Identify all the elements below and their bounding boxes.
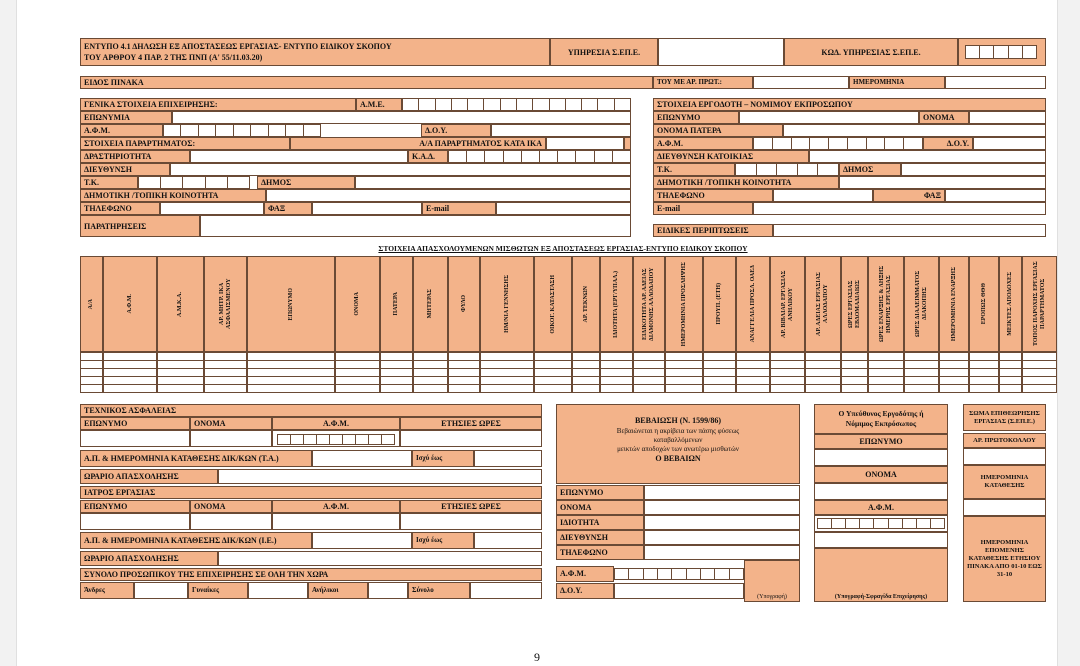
employees-col-header xyxy=(665,256,703,352)
employer-municipality-field[interactable] xyxy=(901,163,1046,176)
certification-text-3: μεικτών αποδοχών των ανωτέρω μισθωτών xyxy=(617,445,739,453)
employees-table-cell[interactable] xyxy=(770,384,805,393)
employees-col-header-label: ΗΜΕΡΟΜΗΝΙΑ ΠΡΟΣΛΗΨΗΣ xyxy=(680,261,687,347)
filing-ie-label: Α.Π. & ΗΜΕΡΟΜΗΝΙΑ ΚΑΤΑΘΕΣΗΣ ΔΙΚ/ΚΩΝ (Ι.Ε.) xyxy=(80,532,312,549)
employees-table-cell[interactable] xyxy=(534,384,572,393)
employees-col-header-label: ΕΡΟΠΩΣ ΘΘΘ xyxy=(980,283,987,325)
schedule-ta-field[interactable] xyxy=(218,469,542,484)
service-code-container xyxy=(958,38,1046,66)
business-afm-label: Α.Φ.Μ. xyxy=(80,124,163,137)
stamp-protocol-field[interactable] xyxy=(963,448,1046,465)
cert-doy-field[interactable] xyxy=(614,583,744,599)
resp-afm-boxes[interactable] xyxy=(817,518,945,529)
employer-fax-label: ΦΑΞ xyxy=(873,189,945,202)
valid-until-ie-field[interactable] xyxy=(474,532,542,549)
employees-col-header xyxy=(413,256,448,352)
employees-col-header-label: ΩΡΕΣ ΕΡΓΑΣΙΑΣ ΕΒΔΟΜΑΔΙΑΙΩΣ xyxy=(847,280,861,328)
employees-col-header xyxy=(534,256,572,352)
valid-until-ta-field[interactable] xyxy=(474,450,542,467)
doc-surname-field[interactable] xyxy=(80,513,190,530)
ame-boxes[interactable] xyxy=(402,98,631,111)
employer-home-address-label: ΔΙΕΥΘΥΝΣΗ ΚΑΤΟΙΚΙΑΣ xyxy=(653,150,809,163)
form-page xyxy=(16,0,1058,666)
business-tk-boxes[interactable] xyxy=(138,176,250,189)
protocol-label: ΤΟΥ ΜΕ ΑΡ. ΠΡΩΤ.: xyxy=(653,76,753,89)
employees-table-cell[interactable] xyxy=(335,384,380,393)
business-name-field[interactable] xyxy=(172,111,631,124)
employer-fax-field[interactable] xyxy=(945,189,1046,202)
employees-col-header xyxy=(939,256,969,352)
cert-afm-boxes[interactable] xyxy=(614,568,744,580)
technician-label: ΤΕΧΝΙΚΟΣ ΑΣΦΑΛΕΙΑΣ xyxy=(80,404,542,417)
protocol-field[interactable] xyxy=(753,76,849,89)
business-address-label: ΔΙΕΥΘΥΝΣΗ xyxy=(80,163,170,176)
employees-table-cell[interactable] xyxy=(805,384,841,393)
employees-col-header xyxy=(380,256,413,352)
business-fax-label: ΦΑΞ xyxy=(264,202,312,215)
certification-text-2: καταβαλλόμενων xyxy=(653,436,703,444)
cert-address-field[interactable] xyxy=(644,530,800,545)
doc-firstname-field[interactable] xyxy=(190,513,272,530)
employees-col-header xyxy=(80,256,103,352)
employer-afm-boxes[interactable] xyxy=(753,137,923,150)
resp-surname-field[interactable] xyxy=(814,449,948,466)
resp-firstname-label: ΟΝΟΜΑ xyxy=(814,466,948,483)
service-code-label: ΚΩΔ. ΥΠΗΡΕΣΙΑΣ Σ.ΕΠ.Ε. xyxy=(784,38,958,66)
employees-col-header-label: ΑΡ. ΑΔΕΙΑΣ ΕΡΓΑΣΙΑΣ ΑΛΛΟΔΑΠΟΥ xyxy=(816,272,829,336)
employer-title: ΣΤΟΙΧΕΙΑ ΕΡΓΟΔΟΤΗ – ΝΟΜΙΜΟΥ ΕΚΠΡΟΣΩΠΟΥ xyxy=(653,98,1046,111)
doc-annual-hours-field[interactable] xyxy=(400,513,542,530)
responsible-title-box xyxy=(814,404,948,434)
remarks-field[interactable] xyxy=(200,215,631,237)
business-municipality-label: ΔΗΜΟΣ xyxy=(257,176,355,189)
business-doy-field[interactable] xyxy=(491,124,631,137)
valid-until-ie-label: Ισχύ έως xyxy=(412,532,474,549)
cert-afm-label: Α.Φ.Μ. xyxy=(556,566,614,582)
employees-col-header-label: ΩΡΕΣ ΕΝΑΡΞΗΣ & ΛΗΞΗΣ ΗΜΕΡΗΣ ΕΡΓΑΣΙΑΣ xyxy=(879,265,892,343)
employees-table-cell[interactable] xyxy=(633,384,665,393)
certification-title: ΒΕΒΑΙΩΣΗ (Ν. 1599/86) xyxy=(634,416,722,425)
employees-col-header-label: ΗΜΕΡΟΜΗΝΙΑ ΕΝΑΡΞΗΣ xyxy=(950,266,957,342)
business-phone-label: ΤΗΛΕΦΩΝΟ xyxy=(80,202,160,215)
tech-surname-field[interactable] xyxy=(80,430,190,447)
employees-col-header-label: Α.Μ.Κ.Α. xyxy=(177,291,183,317)
filing-ta-label: Α.Π. & ΗΜΕΡΟΜΗΝΙΑ ΚΑΤΑΘΕΣΗΣ ΔΙΚ/ΚΩΝ (Τ.Α.) xyxy=(80,450,312,467)
business-community-field[interactable] xyxy=(266,189,631,202)
employees-col-header xyxy=(703,256,736,352)
total-label: Σύνολο xyxy=(408,582,470,599)
employees-col-header xyxy=(1022,256,1057,352)
header-date-field[interactable] xyxy=(945,76,1046,89)
employer-firstname-field[interactable] xyxy=(969,111,1046,124)
employees-col-header-label: ΠΡΟΥΠ. (ΕΤΗ) xyxy=(716,283,722,325)
employees-table-cell[interactable] xyxy=(572,384,600,393)
resp-signature-spacer xyxy=(814,532,948,548)
employees-table-cell[interactable] xyxy=(969,384,999,393)
business-email-label: E-mail xyxy=(422,202,496,215)
business-doy-label: Δ.Ο.Υ. xyxy=(421,124,491,137)
total-staff-label: ΣΥΝΟΛΟ ΠΡΟΣΩΠΙΚΟΥ ΤΗΣ ΕΠΙΧΕΙΡΗΣΗΣ ΣΕ ΟΛΗ ΤΗΝ ΧΩΡΑ xyxy=(80,568,542,581)
branch-label: ΣΤΟΙΧΕΙΑ ΠΑΡΑΡΤΗΜΑΤΟΣ: xyxy=(80,137,290,150)
valid-until-ta-label: Ισχύ έως xyxy=(412,450,474,467)
resp-surname-label: ΕΠΩΝΥΜΟ xyxy=(814,434,948,449)
tech-annual-hours-label: ΕΤΗΣΙΕΣ ΩΡΕΣ xyxy=(400,417,542,430)
employees-table-cell[interactable] xyxy=(999,384,1022,393)
employees-table-cell[interactable] xyxy=(204,384,247,393)
tech-surname-label: ΕΠΩΝΥΜΟ xyxy=(80,417,190,430)
business-address-field[interactable] xyxy=(170,163,631,176)
resp-afm-label: Α.Φ.Μ. xyxy=(814,500,948,515)
employees-col-header xyxy=(999,256,1022,352)
employees-table-cell[interactable] xyxy=(380,384,413,393)
schedule-ie-label: ΩΡΑΡΙΟ ΑΠΑΣΧΟΛΗΣΗΣ xyxy=(80,551,218,566)
employees-table-cell[interactable] xyxy=(736,384,770,393)
certification-text-1: Βεβαιώνεται η ακρίβεια των πάσης φύσεως xyxy=(616,427,740,435)
employees-col-header-label: ΜΕΙΚΤΕΣ ΑΠΟΔΟΧΕΣ xyxy=(1007,272,1013,336)
stamp-filing-date-field[interactable] xyxy=(963,499,1046,516)
cert-surname-label: ΕΠΩΝΥΜΟ xyxy=(556,485,644,500)
employer-afm-label: Α.Φ.Μ. xyxy=(653,137,753,150)
resp-signature-label: (Υπογραφή-Σφραγίδα Επιχείρησης) xyxy=(834,594,928,600)
employer-tk-boxes[interactable] xyxy=(735,163,839,176)
business-afm-boxes[interactable] xyxy=(163,124,321,137)
employees-col-header xyxy=(600,256,633,352)
employees-title: ΣΤΟΙΧΕΙΑ ΑΠΑΣΧΟΛΟΥΜΕΝΩΝ ΜΙΣΘΩΤΩΝ ΕΞ ΑΠΟΣΤΑΣΕΩΣ ΕΡΓΑΣΙΑΣ-ΕΝΤΥΠΟ ΕΙΔΙΚΟΥ ΣΚΟΠΟΥ xyxy=(378,244,748,253)
tech-annual-hours-field[interactable] xyxy=(400,430,542,447)
stamp-filing-date-label: ΗΜΕΡΟΜΗΝΙΑ ΚΑΤΑΘΕΣΗΣ xyxy=(963,465,1046,499)
employees-col-header-label: ΜΗΤΕΡΑΣ xyxy=(427,289,433,319)
employer-doy-label: Δ.Ο.Υ. xyxy=(923,137,973,150)
doc-afm-field[interactable] xyxy=(272,513,400,530)
activity-field[interactable] xyxy=(190,150,408,163)
schedule-ta-label: ΩΡΑΡΙΟ ΑΠΑΣΧΟΛΗΣΗΣ xyxy=(80,469,218,484)
employer-doy-field[interactable] xyxy=(973,137,1046,150)
ame-label: Α.Μ.Ε. xyxy=(356,98,402,111)
remarks-label: ΠΑΡΑΤΗΡΗΣΕΙΣ xyxy=(80,215,200,237)
employees-col-header-label: ΟΝΟΜΑ xyxy=(354,292,360,316)
employer-municipality-label: ΔΗΜΟΣ xyxy=(839,163,901,176)
employees-col-header xyxy=(904,256,939,352)
employer-phone-field[interactable] xyxy=(773,189,873,202)
employer-surname-field[interactable] xyxy=(739,111,919,124)
employees-col-header-label: Α.Φ.Μ. xyxy=(126,294,133,314)
business-general-label: ΓΕΝΙΚΑ ΣΤΟΙΧΕΙΑ ΕΠΙΧΕΙΡΗΣΗΣ: xyxy=(80,98,356,111)
employees-table-cell[interactable] xyxy=(600,384,633,393)
employees-col-header xyxy=(868,256,904,352)
business-phone-field[interactable] xyxy=(160,202,264,215)
doc-annual-hours-label: ΕΤΗΣΙΕΣ ΩΡΕΣ xyxy=(400,500,542,513)
activity-label: ΔΡΑΣΤΗΡΙΟΤΗΤΑ xyxy=(80,150,190,163)
service-field[interactable] xyxy=(658,38,784,66)
employees-col-header xyxy=(448,256,480,352)
employees-table-cell[interactable] xyxy=(80,384,103,393)
employees-col-header-label: ΑΡ. ΒΙΒΛΙΑΡ. ΕΡΓΑΣΙΑΣ ΑΝΗΛΙΚΟΥ xyxy=(780,270,794,338)
employees-col-header xyxy=(247,256,335,352)
filing-ta-field[interactable] xyxy=(312,450,412,467)
cert-capacity-label: ΙΔΙΟΤΗΤΑ xyxy=(556,515,644,530)
employer-tk-label: Τ.Κ. xyxy=(653,163,735,176)
branch-no-field[interactable] xyxy=(546,137,624,150)
stamp-protocol-label: ΑΡ. ΠΡΩΤΟΚΟΛΛΟΥ xyxy=(963,433,1046,448)
employees-col-header xyxy=(736,256,770,352)
employees-col-header-label: ΑΝΑΓΓΕΛΙΑ ΠΡΟΣΛ. ΟΑΕΔ xyxy=(749,265,756,343)
business-municipality-field[interactable] xyxy=(355,176,631,189)
cert-doy-label: Δ.Ο.Υ. xyxy=(556,583,614,599)
employees-table-cell[interactable] xyxy=(703,384,736,393)
employees-col-header xyxy=(770,256,805,352)
employees-col-header-label: ΤΟΠΟΣ ΠΑΡΟΧΗΣ ΕΡΓΑΣΙΑΣ ΠΑΡΑΡΤΗΜΑΤΟΣ xyxy=(1032,261,1046,347)
cert-signature-label: (Υπογραφή) xyxy=(757,594,787,600)
employees-col-header xyxy=(805,256,841,352)
business-community-label: ΔΗΜΟΤΙΚΗ /ΤΟΠΙΚΗ ΚΟΙΝΟΤΗΤΑ xyxy=(80,189,266,202)
cert-firstname-label: ΟΝΟΜΑ xyxy=(556,500,644,515)
employees-table-cell[interactable] xyxy=(247,384,335,393)
cert-signature-box[interactable] xyxy=(744,560,800,602)
table-type-label: ΕΙΔΟΣ ΠΙΝΑΚΑ xyxy=(80,76,653,89)
responsible-title-2: Νόμιμος Εκπρόσωπος xyxy=(845,419,917,428)
employees-col-header xyxy=(335,256,380,352)
certifier-label: Ο ΒΕΒΑΙΩΝ xyxy=(655,454,701,463)
employees-col-header-label: ΟΙΚΟΓ. ΚΑΤΑΣΤΑΣΗ xyxy=(549,274,556,334)
doctor-label: ΙΑΤΡΟΣ ΕΡΓΑΣΙΑΣ xyxy=(80,486,542,499)
form-title xyxy=(80,38,550,66)
total-field[interactable] xyxy=(470,582,542,599)
cert-address-label: ΔΙΕΥΘΥΝΣΗ xyxy=(556,530,644,545)
women-field[interactable] xyxy=(248,582,308,599)
form-title-line2: ΤΟΥ ΑΡΘΡΟΥ 4 ΠΑΡ. 2 ΤΗΣ ΠΝΠ (Α' 55/11.03.20) xyxy=(84,53,263,62)
cert-capacity-field[interactable] xyxy=(644,515,800,530)
employees-col-header xyxy=(633,256,665,352)
employees-col-header xyxy=(480,256,534,352)
employees-col-header-label: ΩΡΕΣ ΔΙΑΛΕΙΜΜΑΤΟΣ ΔΙΑΚΟΠΗΣ xyxy=(914,270,928,338)
employees-table-cell[interactable] xyxy=(841,384,868,393)
resp-signature-box[interactable] xyxy=(814,548,948,602)
men-field[interactable] xyxy=(134,582,188,599)
employees-table-cell[interactable] xyxy=(413,384,448,393)
minors-label: Ανήλικοι xyxy=(308,582,368,599)
cert-phone-label: ΤΗΛΕΦΩΝΟ xyxy=(556,545,644,560)
doc-afm-label: Α.Φ.Μ. xyxy=(272,500,400,513)
employer-surname-label: ΕΠΩΝΥΜΟ xyxy=(653,111,739,124)
service-label: ΥΠΗΡΕΣΙΑ Σ.ΕΠ.Ε. xyxy=(550,38,658,66)
certification-box xyxy=(556,404,800,484)
resp-afm-container xyxy=(814,515,948,532)
employees-col-header xyxy=(572,256,600,352)
employer-phone-label: ΤΗΛΕΦΩΝΟ xyxy=(653,189,773,202)
service-code-boxes[interactable] xyxy=(965,45,1037,59)
business-email-field[interactable] xyxy=(496,202,631,215)
employees-col-header-label: ΕΠΩΝΥΜΟ xyxy=(287,287,294,321)
tech-afm-boxes[interactable] xyxy=(277,434,395,445)
branch-no-spacer xyxy=(624,137,631,150)
employees-col-header xyxy=(969,256,999,352)
employer-father-label: ΟΝΟΜΑ ΠΑΤΕΡΑ xyxy=(653,124,783,137)
branch-no-label: Α/Α ΠΑΡΑΡΤΗΜΑΤΟΣ ΚΑΤΑ ΙΚΑ xyxy=(290,137,546,150)
employees-table-cell[interactable] xyxy=(1022,384,1057,393)
employees-col-header-label: ΑΡ. ΜΗΤΡ. ΙΚΑ ΑΣΦΑΛΙΣΜΕΝΟΥ xyxy=(218,278,232,330)
resp-firstname-field[interactable] xyxy=(814,483,948,500)
business-fax-field[interactable] xyxy=(312,202,422,215)
header-date-label: ΗΜΕΡΟΜΗΝΙΑ xyxy=(849,76,945,89)
employer-community-field[interactable] xyxy=(839,176,1046,189)
schedule-ie-field[interactable] xyxy=(218,551,542,566)
employees-col-header-label: ΑΡ. ΤΕΚΝΩΝ xyxy=(582,285,589,323)
employees-table-cell[interactable] xyxy=(904,384,939,393)
business-tk-label: Τ.Κ. xyxy=(80,176,138,189)
employees-table-cell[interactable] xyxy=(868,384,904,393)
page-number: 9 xyxy=(534,650,540,664)
tech-firstname-label: ΟΝΟΜΑ xyxy=(190,417,272,430)
employees-table-cell[interactable] xyxy=(103,384,157,393)
tech-firstname-field[interactable] xyxy=(190,430,272,447)
filing-ie-field[interactable] xyxy=(312,532,412,549)
cert-firstname-field[interactable] xyxy=(644,500,800,515)
employees-col-header xyxy=(103,256,157,352)
employer-father-field[interactable] xyxy=(783,124,1046,137)
employees-col-header xyxy=(157,256,204,352)
employees-col-header-label: ΙΔΙΟΤΗΤΑ (ΕΡΓ/ΥΠΑΛ.) xyxy=(613,270,619,338)
employees-table xyxy=(80,256,1046,392)
kad-label: Κ.Α.Δ. xyxy=(408,150,448,163)
cert-phone-field[interactable] xyxy=(644,545,800,560)
employees-table-cell[interactable] xyxy=(448,384,480,393)
employees-table-cell[interactable] xyxy=(665,384,703,393)
special-cases-label: ΕΙΔΙΚΕΣ ΠΕΡΙΠΤΩΣΕΙΣ xyxy=(653,224,773,237)
women-label: Γυναίκες xyxy=(188,582,248,599)
employees-col-header xyxy=(841,256,868,352)
cert-surname-field[interactable] xyxy=(644,485,800,500)
business-name-label: ΕΠΩΝΥΜΙΑ xyxy=(80,111,172,124)
employees-table-cell[interactable] xyxy=(939,384,969,393)
kad-boxes[interactable] xyxy=(448,150,631,163)
responsible-title-1: Ο Υπεύθυνος Εργοδότης ή xyxy=(838,409,924,418)
tech-afm-label: Α.Φ.Μ. xyxy=(272,417,400,430)
tech-afm-container xyxy=(272,430,400,447)
employees-col-header-label: ΗΜ/ΝΙΑ ΓΕΝΝΗΣΗΣ xyxy=(503,275,510,333)
employees-table-cell[interactable] xyxy=(480,384,534,393)
employer-email-field[interactable] xyxy=(753,202,1046,215)
employees-col-header-label: ΠΑΤΕΡΑ xyxy=(393,292,399,316)
form-title-line1: ΕΝΤΥΠΟ 4.1 ΔΗΛΩΣΗ ΕΞ ΑΠΟΣΤΑΣΕΩΣ ΕΡΓΑΣΙΑΣ- ΕΝΤΥΠΟ ΕΙΔΙΚΟΥ ΣΚΟΠΟΥ xyxy=(84,42,392,51)
employees-col-header-label: Α/Α xyxy=(88,298,94,310)
minors-field[interactable] xyxy=(368,582,408,599)
stamp-title: ΣΩΜΑ ΕΠΙΘΕΩΡΗΣΗΣ ΕΡΓΑΣΙΑΣ (Σ.ΕΠ.Ε.) xyxy=(963,404,1046,431)
employer-home-address-field[interactable] xyxy=(809,150,1046,163)
employees-col-header xyxy=(204,256,247,352)
doc-surname-label: ΕΠΩΝΥΜΟ xyxy=(80,500,190,513)
stamp-next-date-label: ΗΜΕΡΟΜΗΝΙΑ ΕΠΟΜΕΝΗΣ ΚΑΤΑΘΕΣΗΣ ΕΤΗΣΙΟΥ ΠΙΝΑΚΑ ΑΠΟ 01-10 ΕΩΣ 31-10 xyxy=(963,516,1046,602)
doc-firstname-label: ΟΝΟΜΑ xyxy=(190,500,272,513)
employer-community-label: ΔΗΜΟΤΙΚΗ /ΤΟΠΙΚΗ ΚΟΙΝΟΤΗΤΑ xyxy=(653,176,839,189)
employees-col-header-label: ΦΥΛΟ xyxy=(460,295,467,313)
men-label: Άνδρες xyxy=(80,582,134,599)
employer-firstname-label: ΟΝΟΜΑ xyxy=(919,111,969,124)
employees-col-header-label: ΕΙΔΙΚΟΤΗΤΑ ΑΡ. ΑΔΕΙΑΣ ΔΙΑΜΟΝΗΣ ΑΛΛΟΔΑΠΟΥ xyxy=(642,267,655,341)
employees-table-cell[interactable] xyxy=(157,384,204,393)
employer-email-label: E-mail xyxy=(653,202,753,215)
special-cases-field[interactable] xyxy=(773,224,1046,237)
